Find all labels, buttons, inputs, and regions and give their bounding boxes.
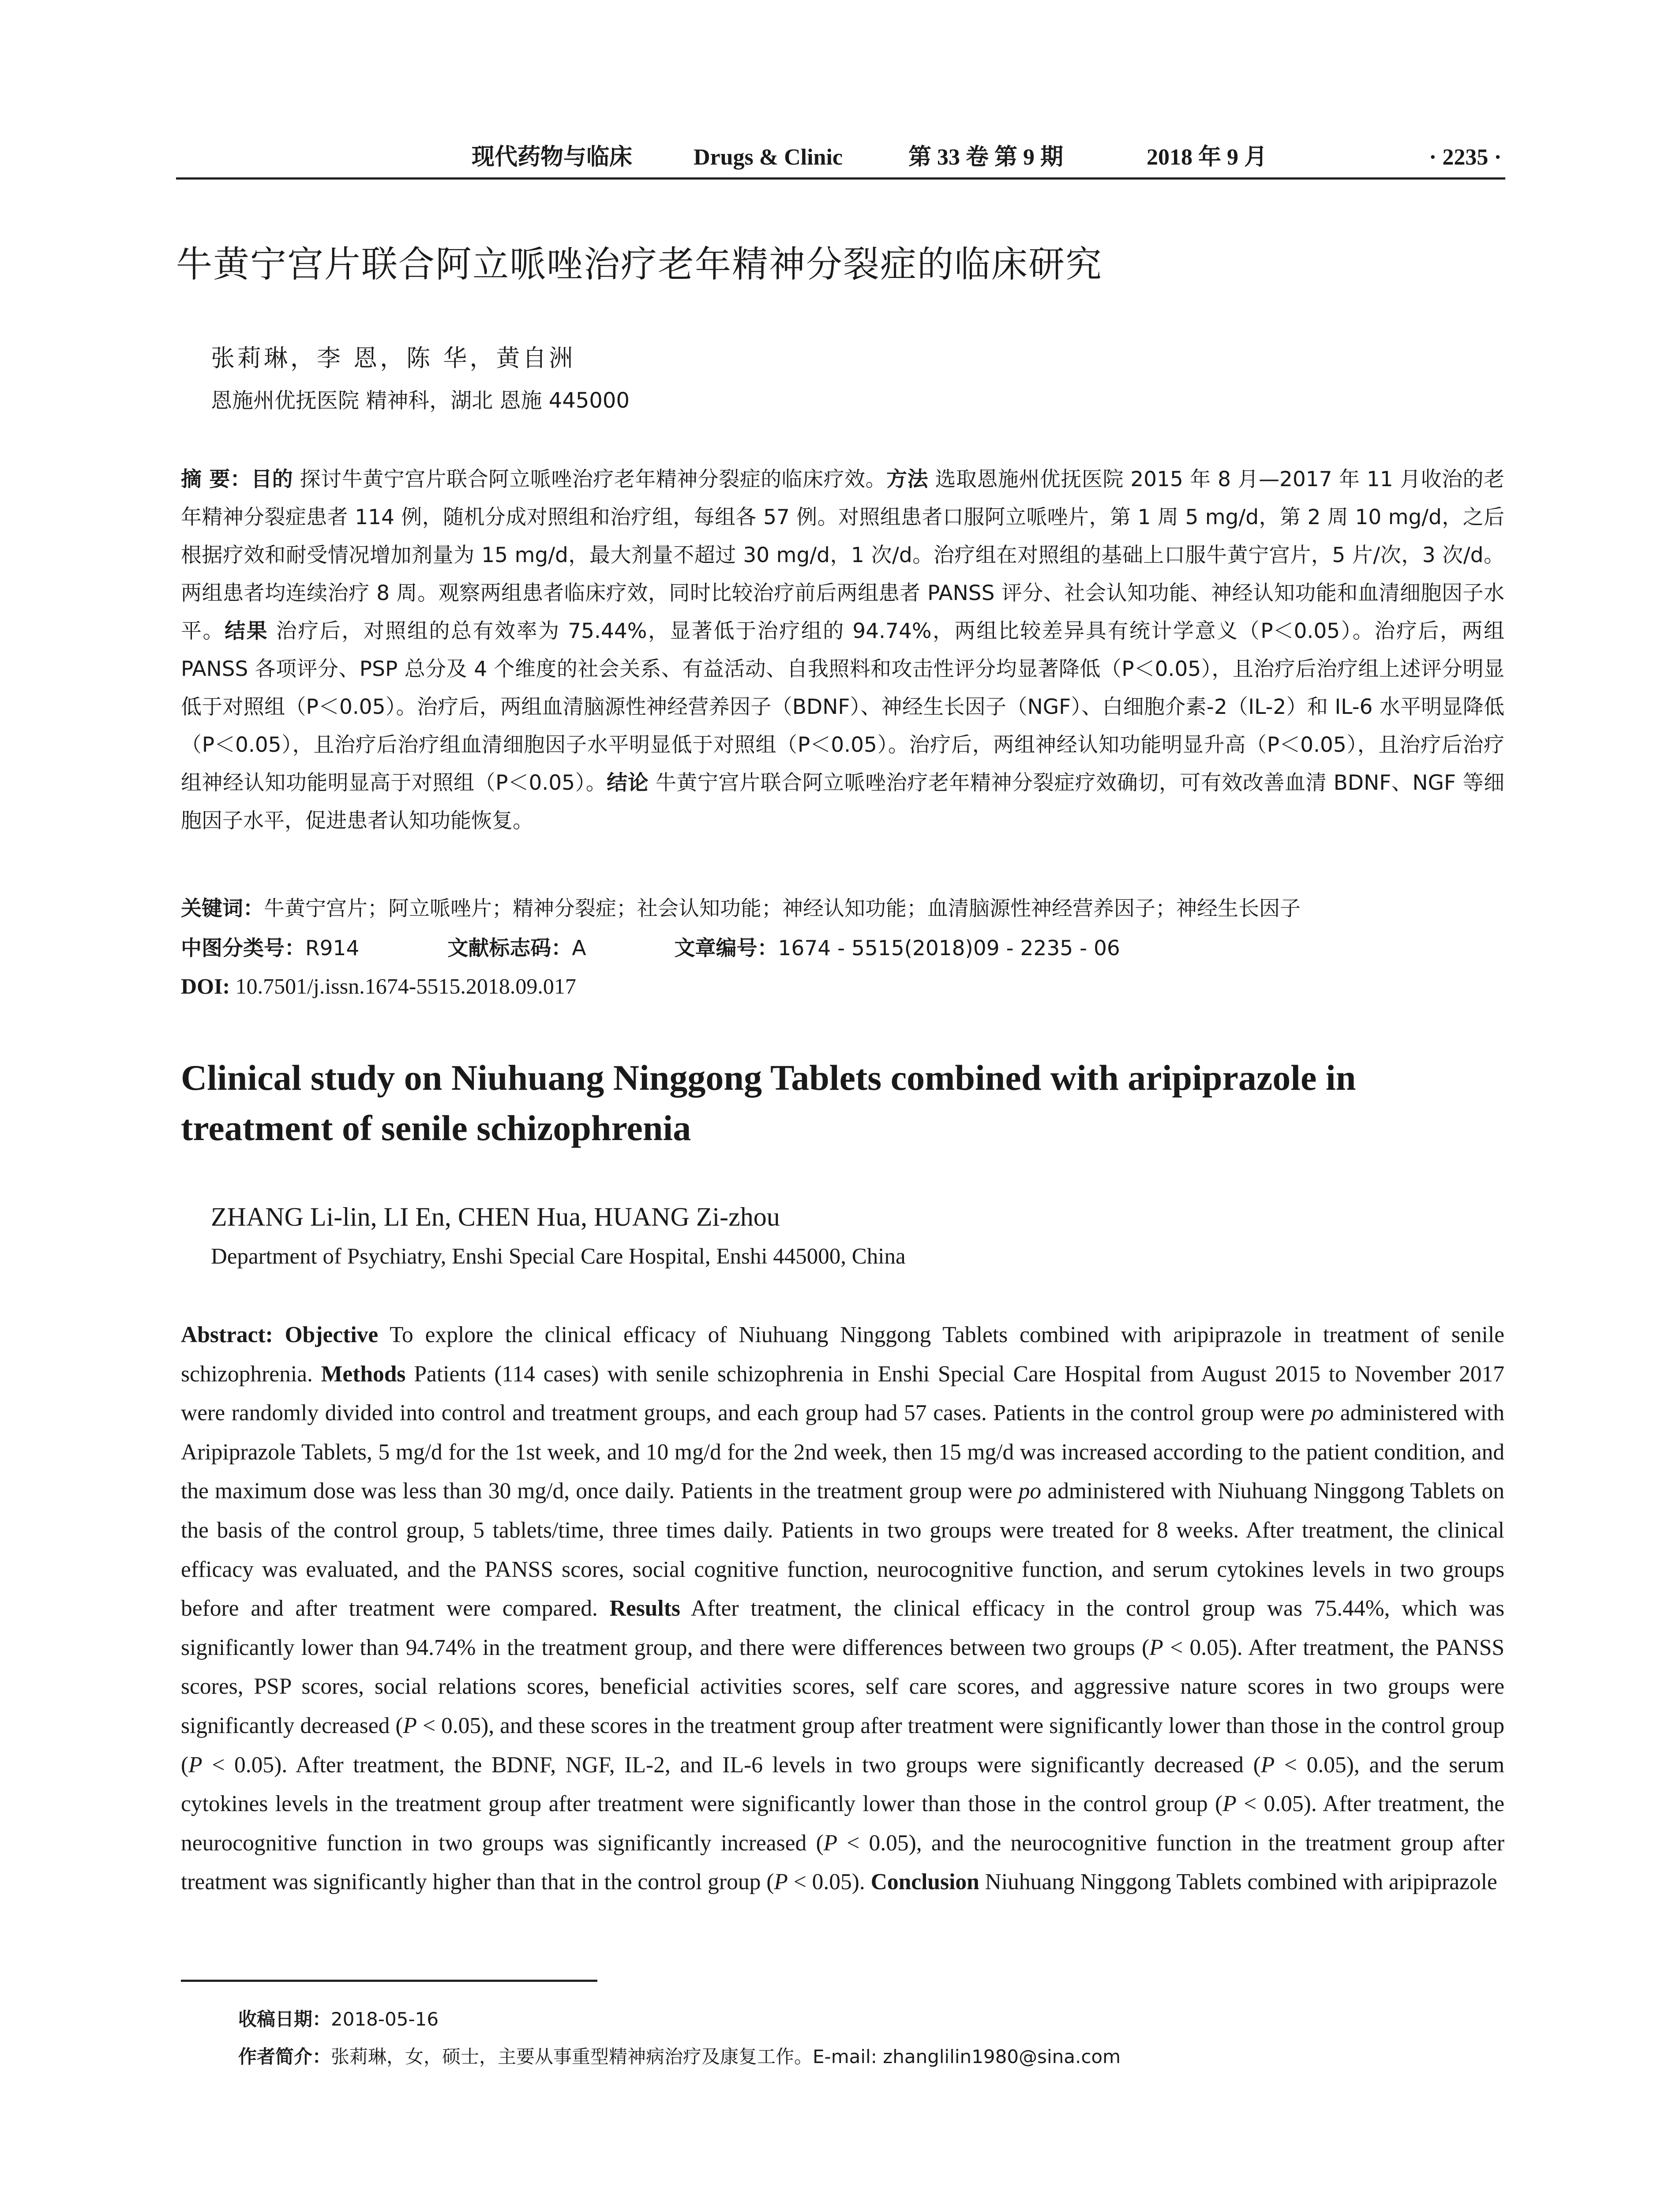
conclusion-label-cn: 结论 — [607, 771, 649, 795]
author-bio-value: 张莉琳，女，硕士，主要从事重型精神病治疗及康复工作。E-mail: zhanglilin1980@sina.com — [331, 2046, 1121, 2067]
p-value-symbol: P — [823, 1830, 838, 1856]
author-bio-label: 作者简介： — [238, 2046, 331, 2067]
results-label-en: Results — [609, 1596, 680, 1621]
methods-text-cn: 选取恩施州优抚医院 2015 年 8 月—2017 年 11 月收治的老年精神分裂症患者 114 例，随机分成对照组和治疗组，每组各 57 例。对照组患者口服阿立哌唑片，第 1 周 5 mg/d，第 2 周 10 mg/d，之后根据疗效和耐受情况增加剂量为 15 mg/d，最大剂量不超过 30 mg/d，1 次/d。治疗组在对照组的基础上口服牛黄宁宫片，5 片/次，3 次/d。两组患者均连续治疗 8 周。观察两组患者临床疗效，同时比较治疗前后两组患者 PANSS 评分、社会认知功能、神经认知功能和血清细胞因子水平。 — [181, 467, 1505, 643]
objective-text-cn: 探讨牛黄宁宫片联合阿立哌唑治疗老年精神分裂症的临床疗效。 — [293, 467, 887, 491]
methods-text-en-2: administered with Aripiprazole Tablets, 5 mg/d for the 1st week, and 10 mg/d for the 2nd week, then 15 mg/d was increased according to the patient condition, and the maximum dose was less than 30 mg/d, once daily. Patients in the treatment group were — [181, 1400, 1504, 1504]
conclusion-text-en: Niuhuang Ninggong Tablets combined with aripiprazole — [979, 1869, 1497, 1895]
keywords-label: 关键词： — [181, 897, 264, 921]
chinese-title: 牛黄宁宫片联合阿立哌唑治疗老年精神分裂症的临床研究 — [176, 244, 1103, 285]
results-text-en-2: < 0.05). After treatment, the PANSS scores, PSP scores, social relations scores, beneficial activities scores, self care scores, and aggressive nature scores in two groups were significantly decreased ( — [181, 1635, 1505, 1738]
results-text-en-7: < 0.05), and the neurocognitive function in the treatment group after treatment was significantly higher than that in the control group ( — [181, 1830, 1504, 1895]
journal-name-en: Drugs & Clinic — [694, 145, 843, 170]
keywords-text: 牛黄宁宫片；阿立哌唑片；精神分裂症；社会认知功能；神经认知功能；血清脑源性神经营养因子；神经生长因子 — [264, 897, 1301, 921]
conclusion-text-cn: 牛黄宁宫片联合阿立哌唑治疗老年精神分裂症疗效确切，可有效改善血清 BDNF、NGF 等细胞因子水平，促进患者认知功能恢复。 — [181, 771, 1504, 833]
methods-text-en-1: Patients (114 cases) with senile schizophrenia in Enshi Special Care Hospital from August 2015 to November 2017 were randomly divided into control and treatment groups, and each group had 57 cases. Patients in the control group were — [181, 1361, 1504, 1426]
running-header — [176, 142, 1505, 180]
journal-name-cn: 现代药物与临床 — [472, 145, 633, 170]
p-value-symbol: P — [1149, 1635, 1163, 1660]
article-no-label: 文章编号： — [674, 936, 778, 960]
received-label: 收稿日期： — [238, 2008, 331, 2030]
abstract-label-en: Abstract: — [181, 1322, 285, 1347]
doi-value: 10.7501/j.issn.1674-5515.2018.09.017 — [230, 974, 576, 998]
classification-line — [181, 931, 1120, 966]
english-title: Clinical study on Niuhuang Ninggong Tablets combined with aripiprazole in treatment of senile schizophrenia — [181, 1058, 1356, 1148]
results-text-en-8: < 0.05). — [788, 1869, 871, 1895]
p-value-symbol: P — [1222, 1791, 1237, 1817]
chinese-authors: 张莉琳，李 恩，陈 华，黄自洲 — [211, 344, 576, 372]
methods-label-en: Methods — [321, 1361, 406, 1387]
results-text-en-5: < 0.05), and the serum cytokines levels in the treatment group after treatment were significantly lower than those in the control group ( — [181, 1752, 1505, 1817]
keywords-line — [181, 891, 1301, 927]
results-text-en-6: < 0.05). After treatment, the neurocognitive function in two groups was significantly increased ( — [181, 1791, 1505, 1856]
conclusion-label-en: Conclusion — [870, 1869, 979, 1895]
abstract-label-cn: 摘 要： — [181, 467, 251, 491]
results-text-cn: 治疗后，对照组的总有效率为 75.44%，显著低于治疗组的 94.74%，两组比较差异具有统计学意义（P＜0.05）。治疗后，两组 PANSS 各项评分、PSP 总分及 4 个维度的社会关系、有益活动、自我照料和攻击性评分均显著降低（P＜0.05），且治疗后治疗组上述评分明显低于对照组（P＜0.05）。治疗后，两组血清脑源性神经营养因子（BDNF）、神经生长因子（NGF）、白细胞介素-2（IL-2）和 IL-6 水平明显降低（P＜0.05），且治疗后治疗组血清细胞因子水平明显低于对照组（P＜0.05）。治疗后，两组神经认知功能明显升高（P＜0.05），且治疗后治疗组神经认知功能明显高于对照组（P＜0.05）。 — [181, 619, 1505, 795]
received-value: 2018-05-16 — [331, 2008, 439, 2030]
volume-issue: 第 33 卷 第 9 期 — [908, 145, 1064, 170]
chinese-affiliation: 恩施州优抚医院 精神科，湖北 恩施 445000 — [211, 388, 630, 413]
received-date-note — [238, 2006, 439, 2033]
footnote-divider — [181, 1980, 597, 1982]
doi-line — [181, 968, 576, 1004]
clc-label: 中图分类号： — [181, 936, 305, 960]
english-authors: ZHANG Li-lin, LI En, CHEN Hua, HUANG Zi-zhou — [211, 1202, 780, 1231]
issue-date: 2018 年 9 月 — [1147, 145, 1268, 170]
results-text-en-3: < 0.05), and these scores in the treatment group after treatment were significantly lower than those in the control group ( — [181, 1713, 1504, 1778]
results-label-cn: 结果 — [225, 619, 269, 643]
objective-label-cn: 目的 — [251, 467, 293, 491]
p-value-symbol: P — [403, 1713, 417, 1738]
objective-text-en: To explore the clinical efficacy of Niuhuang Ninggong Tablets combined with aripiprazole in treatment of senile schizophrenia. — [181, 1322, 1504, 1387]
doc-code-label: 文献标志码： — [447, 936, 572, 960]
doc-code-value: A — [572, 936, 586, 960]
p-value-symbol: P — [188, 1752, 202, 1778]
author-bio-note — [238, 2044, 1121, 2070]
chinese-abstract — [181, 461, 1504, 840]
doi-label: DOI: — [181, 974, 230, 998]
po-abbrev: po — [1018, 1478, 1042, 1504]
methods-label-cn: 方法 — [886, 467, 929, 491]
objective-label-en: Objective — [285, 1322, 379, 1347]
english-affiliation: Department of Psychiatry, Enshi Special Care Hospital, Enshi 445000, China — [211, 1244, 906, 1269]
article-no-value: 1674 - 5515(2018)09 - 2235 - 06 — [778, 936, 1120, 960]
po-abbrev: po — [1311, 1400, 1334, 1426]
p-value-symbol: P — [774, 1869, 788, 1895]
methods-text-en-3: administered with Niuhuang Ninggong Tablets on the basis of the control group, 5 tablets/time, three times daily. Patients in two groups were treated for 8 weeks. After treatment, the clinical efficacy was evaluated, and the PANSS scores, social cognitive function, neurocognitive function, and serum cytokines levels in two groups before and after treatment were compared. — [181, 1478, 1504, 1621]
results-text-en-4: < 0.05). After treatment, the BDNF, NGF, IL-2, and IL-6 levels in two groups were significantly decreased ( — [202, 1752, 1261, 1778]
results-text-en-1: After treatment, the clinical efficacy in the control group was 75.44%, which was significantly lower than 94.74% in the treatment group, and there were differences between two groups ( — [181, 1596, 1504, 1660]
clc-value: R914 — [305, 936, 360, 960]
page-number: · 2235 · — [1429, 145, 1502, 170]
english-abstract — [181, 1316, 1504, 1902]
p-value-symbol: P — [1260, 1752, 1275, 1778]
